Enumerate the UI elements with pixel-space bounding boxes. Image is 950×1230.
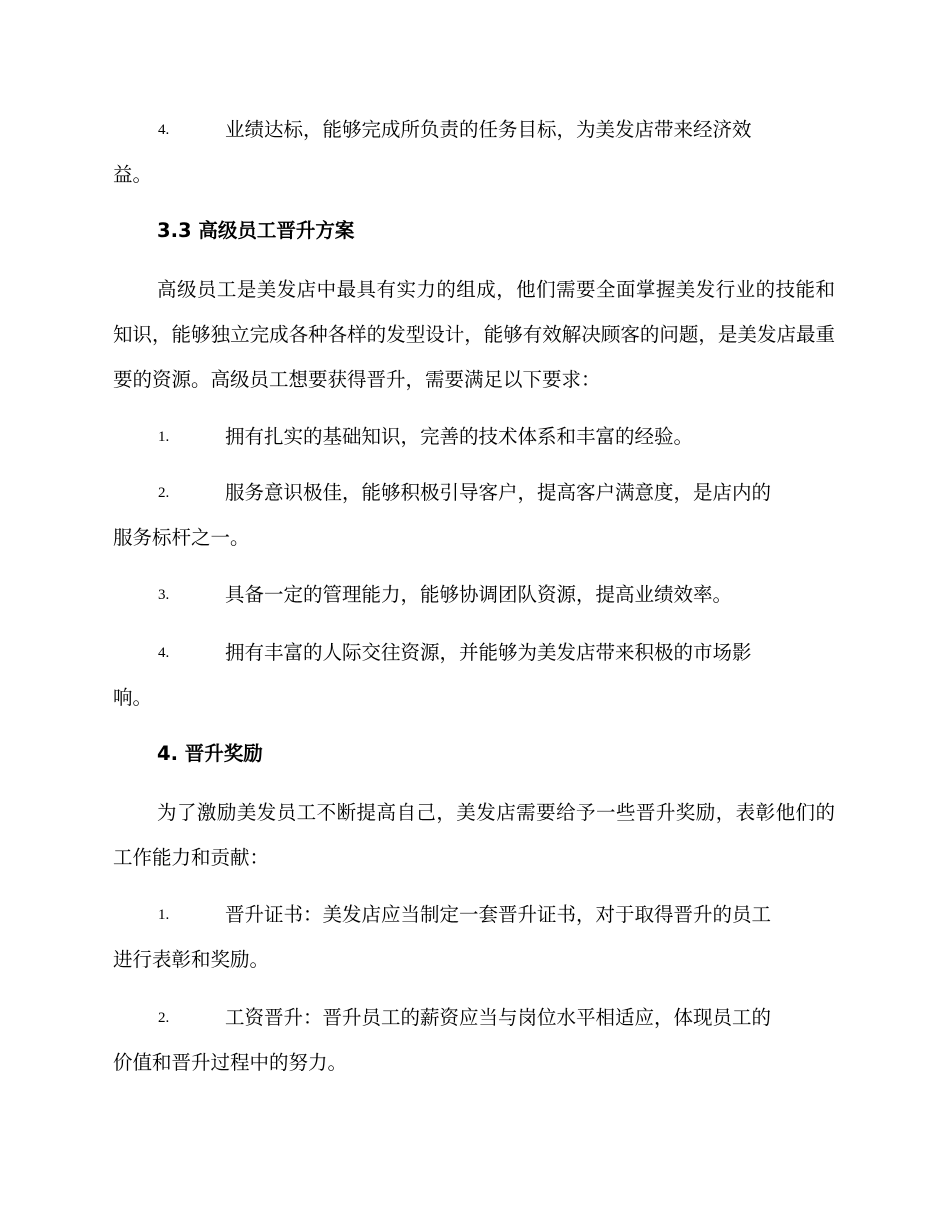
list-item-number: 2. xyxy=(158,485,170,501)
section-intro-paragraph: 为了激励美发员工不断提高自己，美发店需要给予一些晋升奖励，表彰他们的工作能力和贡献： xyxy=(113,801,835,869)
list-item xyxy=(113,1003,833,1033)
list-item xyxy=(113,478,833,508)
list-item xyxy=(113,900,833,930)
list-item-continuation: 进行表彰和奖励。 xyxy=(113,948,270,971)
list-item xyxy=(113,638,833,668)
list-item-continuation: 服务标杆之一。 xyxy=(113,526,250,549)
list-item-text: 具备一定的管理能力，能够协调团队资源，提高业绩效率。 xyxy=(225,583,733,606)
list-item-text: 拥有扎实的基础知识，完善的技术体系和丰富的经验。 xyxy=(225,425,694,448)
list-item-text: 拥有丰富的人际交往资源，并能够为美发店带来积极的市场影 xyxy=(225,641,752,664)
list-item-number: 1. xyxy=(158,907,170,923)
list-item-continuation: 响。 xyxy=(113,686,153,709)
list-item-number: 4. xyxy=(158,645,170,661)
list-item-number: 1. xyxy=(158,429,170,445)
list-item-text: 服务意识极佳，能够积极引导客户，提高客户满意度，是店内的 xyxy=(225,481,772,504)
list-item-continuation: 价值和晋升过程中的努力。 xyxy=(113,1051,348,1074)
list-item-continuation: 益。 xyxy=(113,163,153,186)
list-item-text: 业绩达标，能够完成所负责的任务目标，为美发店带来经济效 xyxy=(225,118,752,141)
section-heading: 3.3 高级员工晋升方案 xyxy=(157,219,355,242)
list-item-text: 工资晋升：晋升员工的薪资应当与岗位水平相适应，体现员工的 xyxy=(225,1006,772,1029)
list-item-number: 3. xyxy=(158,587,170,603)
list-item-text: 晋升证书：美发店应当制定一套晋升证书，对于取得晋升的员工 xyxy=(225,903,772,926)
section-heading: 4. 晋升奖励 xyxy=(157,742,263,765)
section-intro-paragraph: 高级员工是美发店中最具有实力的组成，他们需要全面掌握美发行业的技能和知识，能够独立完成各种各样的发型设计，能够有效解决顾客的问题，是美发店最重要的资源。高级员工想要获得晋升，需要满足以下要求： xyxy=(113,278,835,391)
list-item xyxy=(113,580,833,610)
list-item-number: 4. xyxy=(158,122,170,138)
list-item xyxy=(113,422,833,452)
list-item-number: 2. xyxy=(158,1010,170,1026)
list-item xyxy=(113,115,833,145)
